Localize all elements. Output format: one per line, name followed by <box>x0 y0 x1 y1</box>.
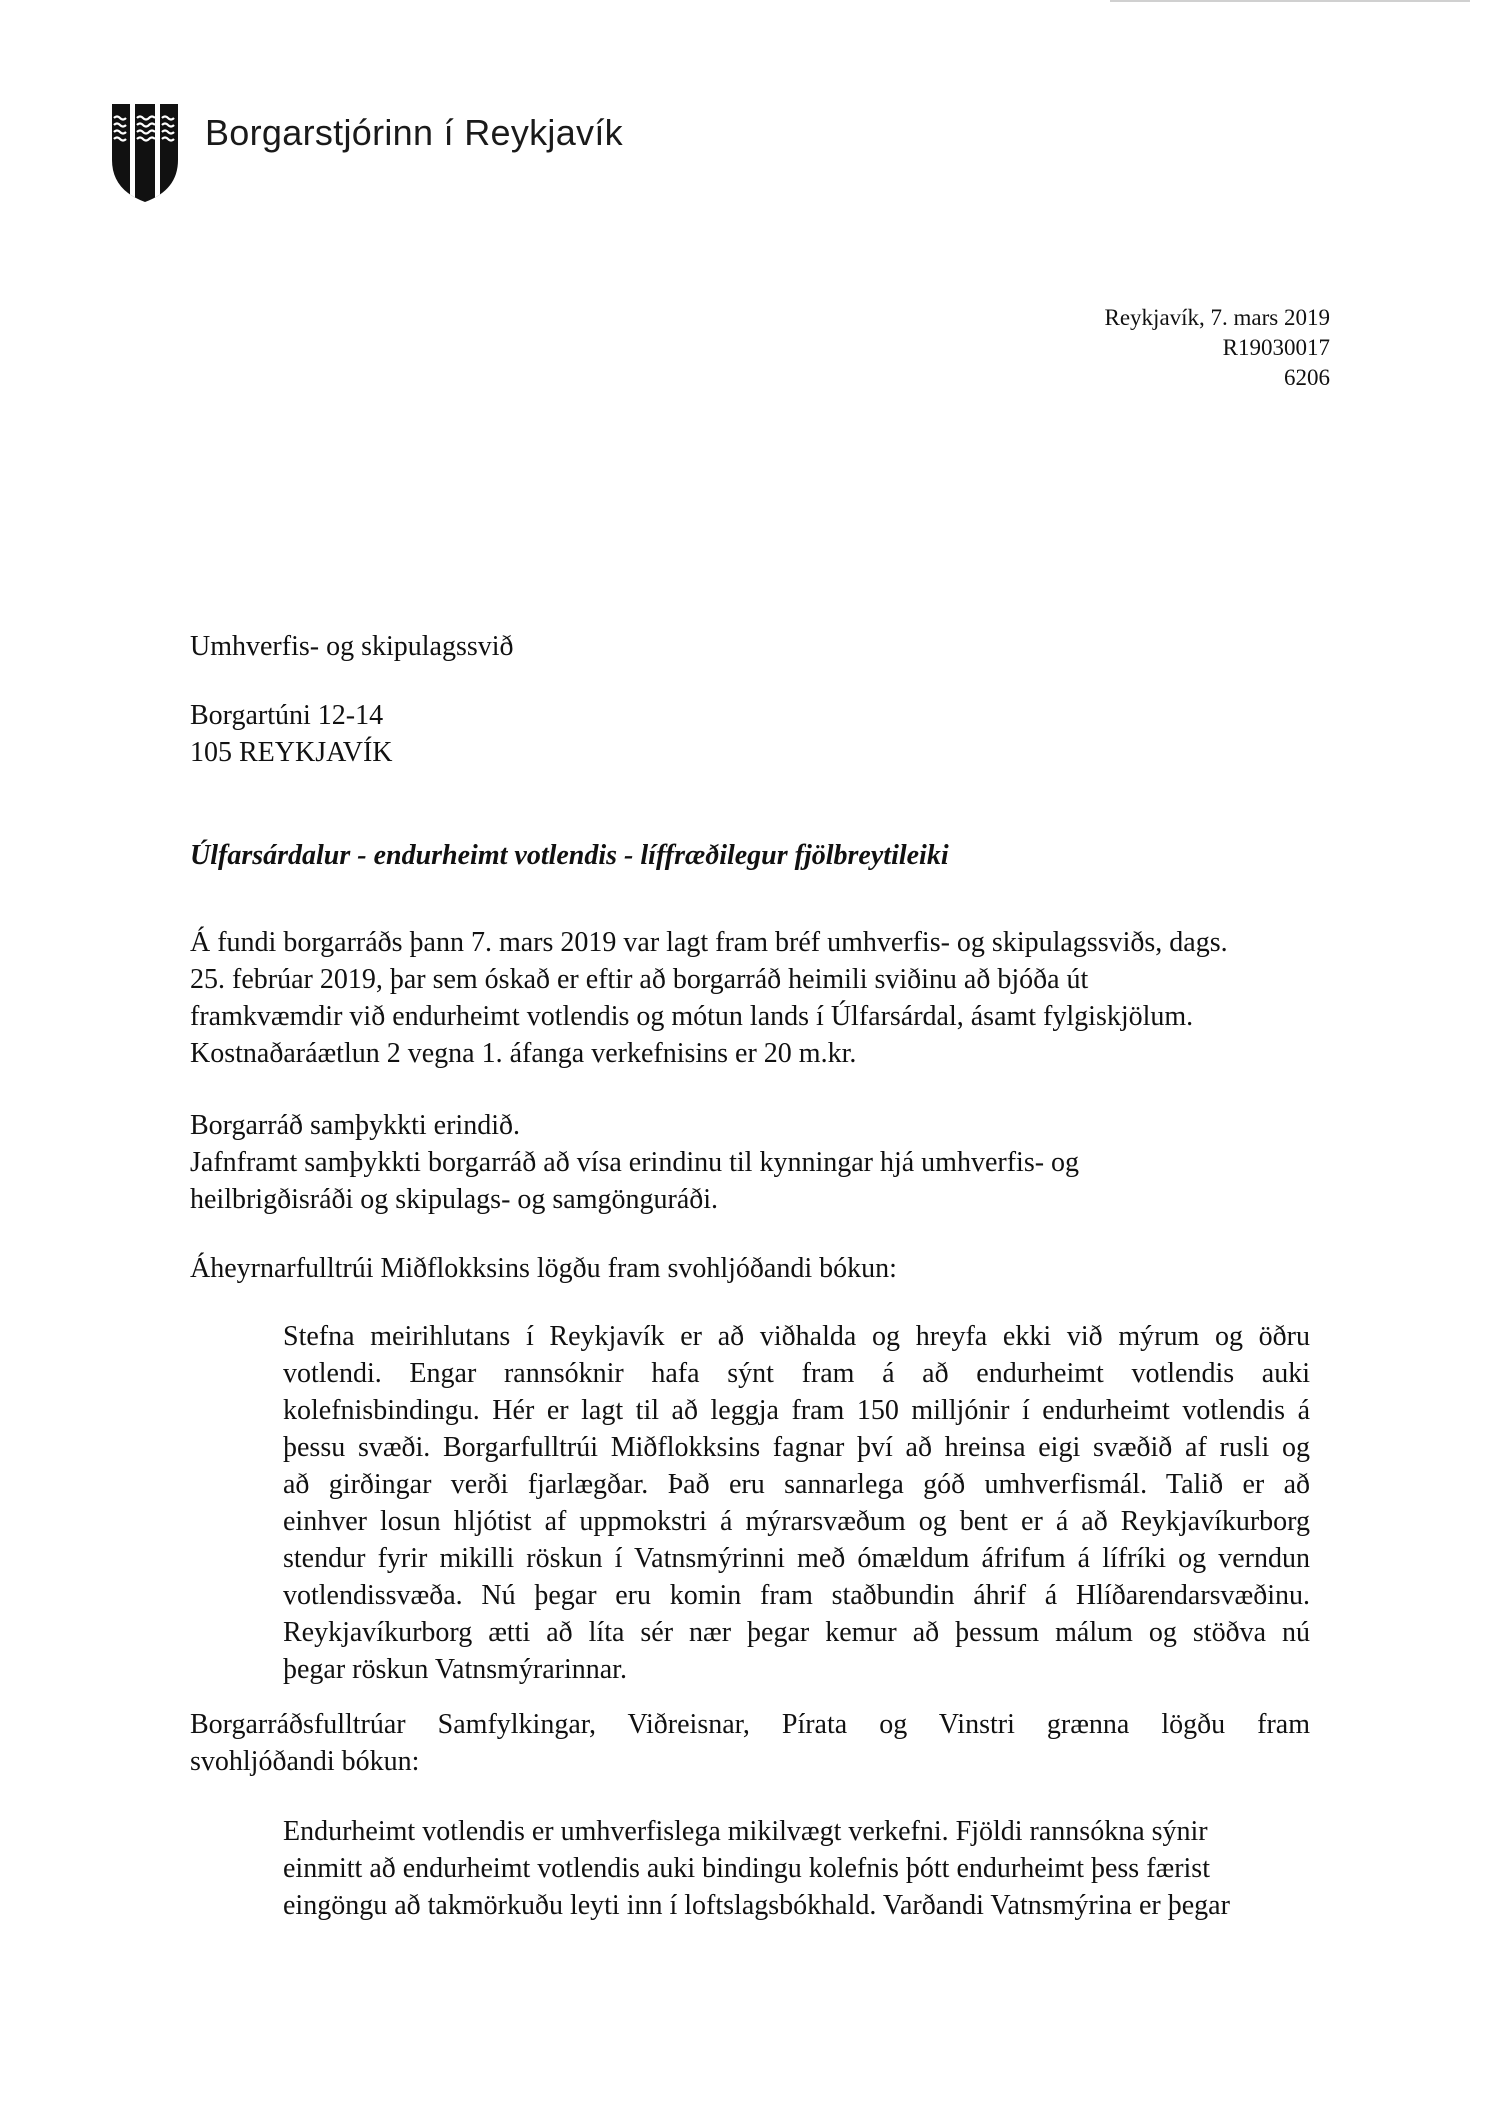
paragraph-meeting <box>190 924 1310 1072</box>
text-line: svohljóðandi bókun: <box>190 1746 420 1777</box>
text-line: stendur fyrir mikilli röskun í Vatnsmýrinni með ómældum áfrifum á lífríki og verndun <box>283 1543 1310 1574</box>
quote-majority <box>283 1813 1310 1924</box>
text-line: kolefnisbindingu. Hér er lagt til að leggja fram 150 milljónir í endurheimt votlendis á <box>283 1395 1310 1426</box>
text-line: einmitt að endurheimt votlendis auki bindingu kolefnis þótt endurheimt þess færist <box>283 1853 1210 1884</box>
reykjavik-coat-of-arms-icon <box>110 102 180 204</box>
text-line: eingöngu að takmörkuðu leyti inn í loftslagsbókhald. Varðandi Vatnsmýrina er þegar <box>283 1890 1230 1921</box>
letter-meta <box>1105 303 1331 393</box>
text-line: votlendissvæða. Nú þegar eru komin fram staðbundin áhrif á Hlíðarendarsvæðinu. <box>283 1580 1310 1611</box>
organization-name: Borgarstjórinn í Reykjavík <box>205 112 623 153</box>
text-line: Endurheimt votlendis er umhverfislega mikilvægt verkefni. Fjöldi rannsókna sýnir <box>283 1816 1208 1847</box>
address-city: 105 REYKJAVÍK <box>190 737 393 768</box>
paragraph-decision <box>190 1107 1310 1218</box>
paragraph-minutes-intro <box>190 1250 1310 1287</box>
text-line: Reykjavíkurborg ætti að líta sér nær þegar kemur að þessum málum og stöðva nú <box>283 1617 1310 1648</box>
text-line: 25. febrúar 2019, þar sem óskað er eftir að borgarráð heimili sviðinu að bjóða út <box>190 964 1089 995</box>
text-line: Áheyrnarfulltrúi Miðflokksins lögðu fram svohljóðandi bókun: <box>190 1253 897 1284</box>
recipient-name: Umhverfis- og skipulagssvið <box>190 631 514 662</box>
text-line: Á fundi borgarráðs þann 7. mars 2019 var lagt fram bréf umhverfis- og skipulagssviðs, dags. <box>190 927 1228 958</box>
scan-edge-line <box>1110 0 1470 2</box>
text-line: þegar röskun Vatnsmýrarinnar. <box>283 1654 627 1685</box>
paragraph-majority-intro <box>190 1706 1310 1780</box>
text-line: Stefna meirihlutans í Reykjavík er að viðhalda og hreyfa ekki við mýrum og öðru <box>283 1321 1310 1352</box>
text-line: Borgarráð samþykkti erindið. <box>190 1110 520 1141</box>
letter-subject: Úlfarsárdalur - endurheimt votlendis - líffræðilegur fjölbreytileiki <box>190 840 949 871</box>
recipient-address <box>190 697 393 771</box>
text-line: þessu svæði. Borgarfulltrúi Miðflokksins fagnar því að hreinsa eigi svæðið af rusli og <box>283 1432 1310 1463</box>
text-line: Jafnframt samþykkti borgarráð að vísa erindinu til kynningar hjá umhverfis- og <box>190 1147 1080 1178</box>
document-number: 6206 <box>1284 365 1330 390</box>
text-line: Borgarráðsfulltrúar Samfylkingar, Viðreisnar, Pírata og Vinstri grænna lögðu fram <box>190 1709 1310 1740</box>
address-street: Borgartúni 12-14 <box>190 700 384 731</box>
reference-number: R19030017 <box>1222 335 1330 360</box>
text-line: heilbrigðisráði og skipulags- og samgönguráði. <box>190 1184 719 1215</box>
text-line: votlendi. Engar rannsóknir hafa sýnt fram á að endurheimt votlendis auki <box>283 1358 1310 1389</box>
text-line: einhver losun hljótist af uppmokstri á mýrarsvæðum og bent er á að Reykjavíkurborg <box>283 1506 1310 1537</box>
text-line: Kostnaðaráætlun 2 vegna 1. áfanga verkefnisins er 20 m.kr. <box>190 1038 857 1069</box>
place-date: Reykjavík, 7. mars 2019 <box>1104 305 1330 330</box>
quote-midflokkurinn <box>283 1318 1310 1688</box>
text-line: framkvæmdir við endurheimt votlendis og mótun lands í Úlfarsárdal, ásamt fylgiskjölum. <box>190 1001 1194 1032</box>
text-line: að girðingar verði fjarlægðar. Það eru sannarlega góð umhverfismál. Talið er að <box>283 1469 1310 1500</box>
